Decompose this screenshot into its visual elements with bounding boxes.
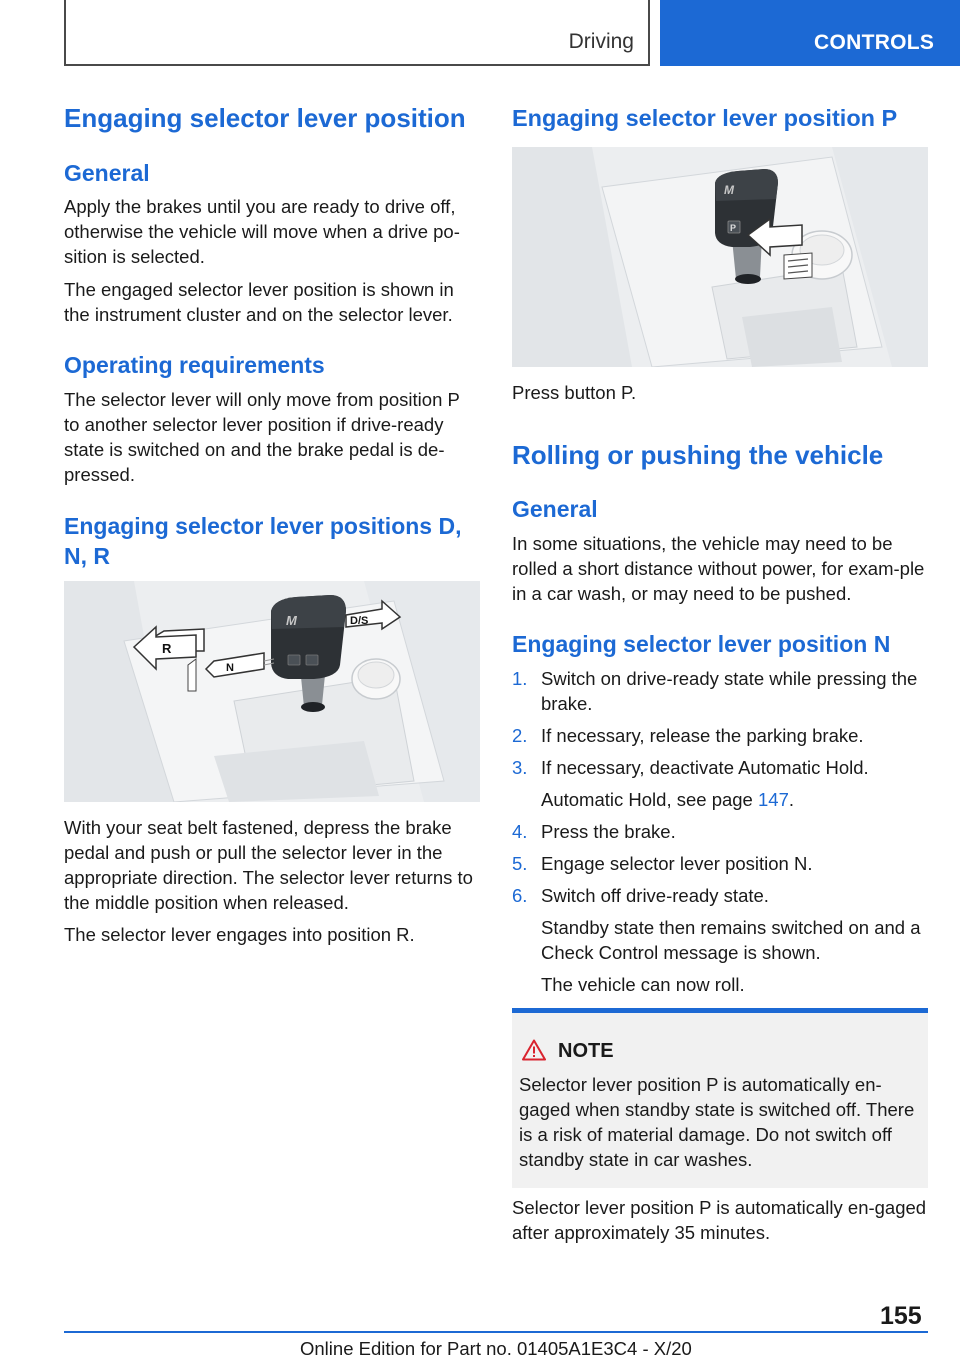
- note-text: Selector lever position P is automatically en-gaged when standby state is switched off. There is a risk of material damage. Do not switch off standby state in car washes.: [519, 1074, 915, 1170]
- standby-state-text: Standby state then remains switched on and a Check Control message is shown.: [541, 917, 921, 963]
- section-title-engaging: Engaging selector lever position: [64, 103, 466, 133]
- brand-logo-m: M: [286, 613, 297, 628]
- header-section-label: Driving: [568, 30, 634, 53]
- heading-positions-dnr: Engaging selector lever positions D, N, R: [64, 513, 462, 569]
- figure-selector-lever-p: [512, 147, 928, 367]
- heading-roll-general: General: [512, 496, 598, 522]
- roll-general-paragraph: In some situations, the vehicle may need to be rolled a short distance without power, for exam-ple in a car wash, or may need to be pushed.: [512, 533, 925, 604]
- header-chapter-tab: [660, 0, 960, 66]
- note-box: [512, 1008, 928, 1188]
- heading-position-p: Engaging selector lever position P: [512, 105, 898, 131]
- list-item-text: Switch off drive-ready state.: [541, 885, 769, 906]
- header-section-box: [64, 0, 650, 66]
- list-item-text: If necessary, deactivate Automatic Hold.: [541, 757, 869, 778]
- heading-general: General: [64, 160, 150, 186]
- vehicle-can-roll-text: The vehicle can now roll.: [541, 974, 745, 995]
- list-item-text: Switch on drive-ready state while pressing the brake.: [541, 668, 918, 714]
- list-item-text: Engage selector lever position N.: [541, 853, 813, 874]
- heading-operating-requirements: Operating requirements: [64, 352, 325, 378]
- list-item-number: 3.: [512, 757, 528, 778]
- list-item-number: 2.: [512, 725, 528, 746]
- automatic-hold-reference: Automatic Hold, see page: [541, 789, 758, 810]
- list-item-text: If necessary, release the parking brake.: [541, 725, 864, 746]
- footer-edition-text: Online Edition for Part no. 01405A1E3C4 - X/20: [300, 1338, 692, 1359]
- selector-lever-illustration-dnr: [64, 581, 480, 802]
- list-item-text: Press the brake.: [541, 821, 676, 842]
- note-title: NOTE: [558, 1040, 614, 1062]
- section-title-rolling: Rolling or pushing the vehicle: [512, 440, 884, 470]
- dnr-paragraph-2: The selector lever engages into position R.: [64, 924, 415, 945]
- list-item-number: 1.: [512, 668, 528, 689]
- footer-rule: [64, 1331, 928, 1333]
- figure-selector-lever-dnr: [64, 581, 480, 802]
- general-paragraph-1: Apply the brakes until you are ready to drive off, otherwise the vehicle will move when a drive po-sition is selected.: [64, 196, 460, 267]
- header-chapter-label: CONTROLS: [814, 31, 935, 54]
- figure-label-p: P: [730, 223, 737, 233]
- requirements-paragraph: The selector lever will only move from position P to another selector lever position if drive-ready state is switched on and the brake pedal is de-pressed.: [64, 389, 460, 485]
- p-paragraph: Press button P.: [512, 382, 637, 403]
- general-paragraph-2: The engaged selector lever position is shown in the instrument cluster and on the selector lever.: [64, 279, 454, 325]
- figure-label-r: R: [162, 641, 172, 656]
- warning-triangle-icon: [522, 1039, 546, 1061]
- page-number: 155: [880, 1302, 922, 1330]
- figure-label-ds: D/S: [350, 615, 369, 627]
- list-item-number: 5.: [512, 853, 528, 874]
- page-link-147[interactable]: 147: [758, 789, 789, 810]
- list-item-number: 6.: [512, 885, 528, 906]
- brand-logo-m-p: M: [724, 183, 734, 197]
- after-note-paragraph: Selector lever position P is automatically en-gaged after approximately 35 minutes.: [512, 1197, 927, 1243]
- heading-position-n: Engaging selector lever position N: [512, 631, 891, 657]
- automatic-hold-reference-suffix: .: [788, 789, 795, 810]
- dnr-paragraph-1: With your seat belt fastened, depress the brake pedal and push or pull the selector lever in the appropriate direction. The selector lever returns to the middle position when released.: [64, 817, 473, 913]
- selector-lever-illustration-p: [512, 147, 928, 367]
- figure-label-n: N: [226, 662, 234, 674]
- list-item-number: 4.: [512, 821, 528, 842]
